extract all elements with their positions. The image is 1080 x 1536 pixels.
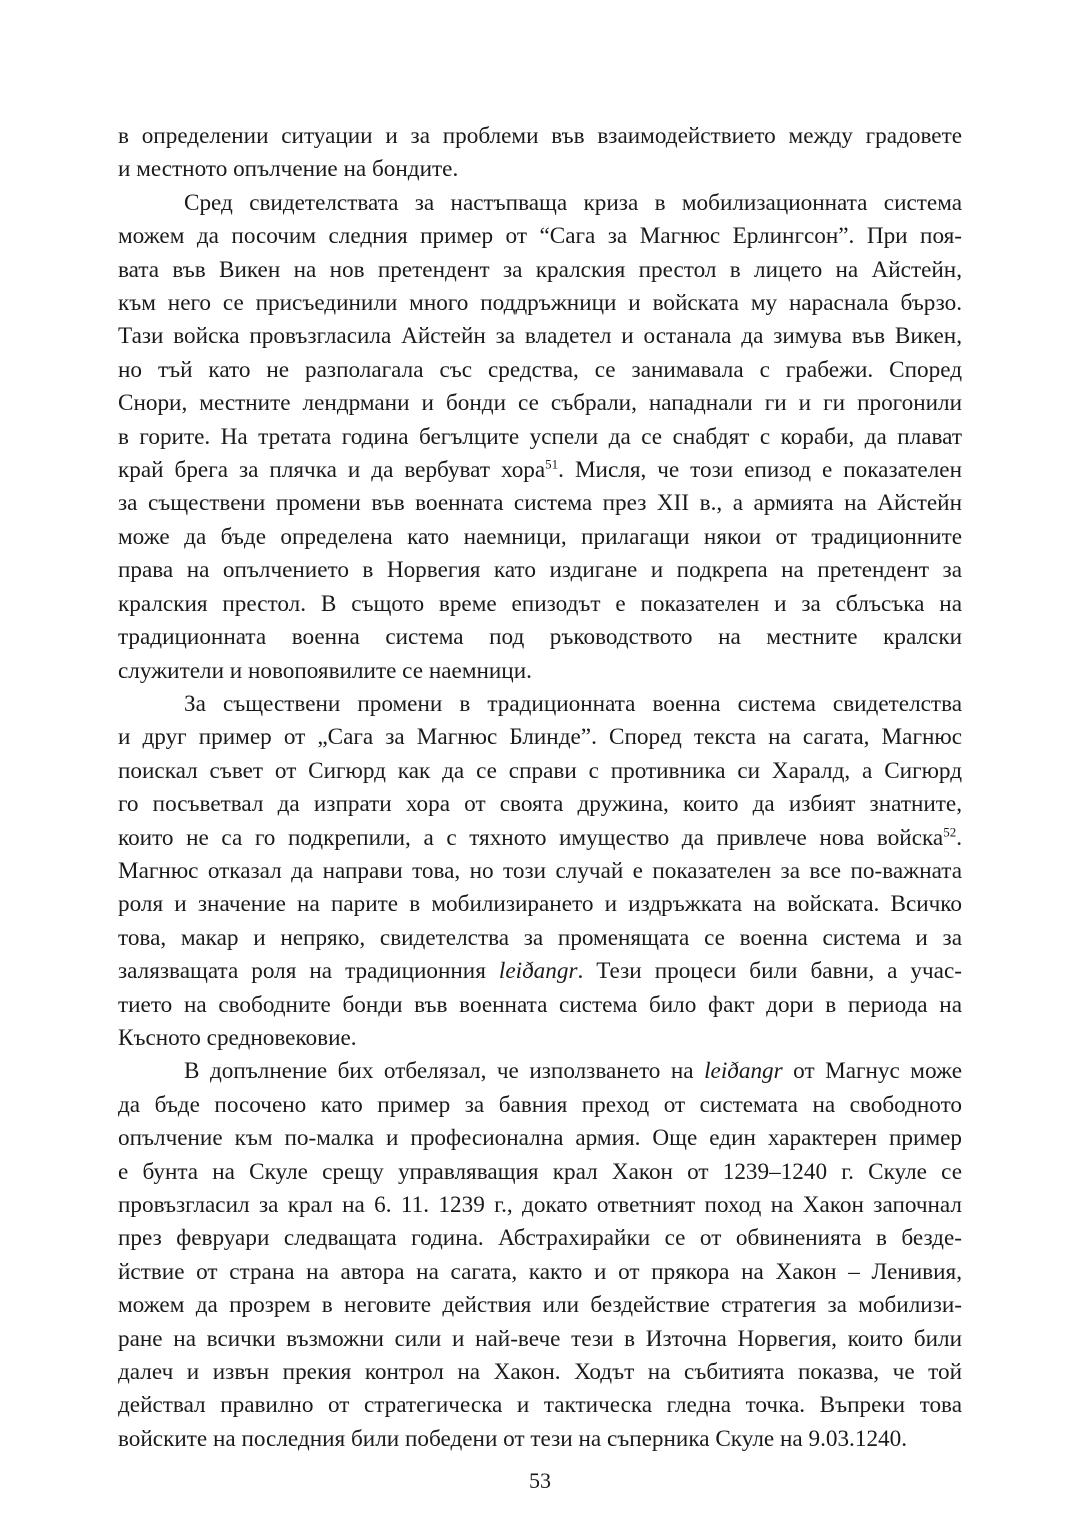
text-line xyxy=(118,487,962,520)
italic-term: leiðangr xyxy=(498,958,578,985)
text-run: тието на свободните бонди във военната система било факт дори в периода на xyxy=(118,991,962,1018)
footnote-ref: 52 xyxy=(943,823,957,839)
text-line xyxy=(118,1222,962,1255)
text-line xyxy=(118,1122,962,1155)
text-line xyxy=(118,220,962,253)
text-run: Сред свидетелствата за настъпваща криза в мобилизационната система xyxy=(184,189,962,216)
text-run: Тази войска провъзгласила Айстейн за владетел и останала да зимува във Викен, xyxy=(118,323,962,350)
text-line xyxy=(118,153,962,186)
text-line xyxy=(118,655,962,688)
page-body xyxy=(118,120,962,1456)
text-run: ране на всички възможни сили и най-вече тези в Източна Норвегия, които били xyxy=(118,1325,962,1352)
text-run: в горите. На третата година бегълците успели да се снабдят с кораби, да плават xyxy=(118,423,962,450)
text-line xyxy=(118,1356,962,1389)
text-run: но тъй като не разполагала със средства, се занимавала с грабежи. Според xyxy=(118,356,962,383)
text-run: Магнюс отказал да направи това, но този случай е показателен за все по-важната xyxy=(118,857,962,884)
text-line xyxy=(118,1256,962,1289)
text-line xyxy=(118,721,962,754)
text-line xyxy=(118,1389,962,1422)
text-run: залязващата роля на традиционния xyxy=(118,958,499,985)
text-run: можем да посочим следния пример от “Сага за Магнюс Ерлингсон”. При поя- xyxy=(118,223,962,250)
text-run: това, макар и непряко, свидетелства за променящата се военна система и за xyxy=(118,924,962,951)
text-line xyxy=(118,1423,962,1456)
text-run: войските на последния били победени от тези на съперника Скуле на 9.03.1240. xyxy=(118,1425,908,1452)
text-line xyxy=(118,254,962,287)
text-run: традиционната военна система под ръководството на местните кралски xyxy=(118,624,962,651)
text-line xyxy=(118,120,962,153)
text-line xyxy=(118,888,962,921)
text-run: го посъветвал да изпрати хора от своята дружина, които да избият знатните, xyxy=(118,791,962,818)
text-run: можем да прозрем в неговите действия или бездействие стратегия за мобилизи- xyxy=(118,1292,962,1319)
text-line xyxy=(118,1289,962,1322)
text-run: е бунта на Скуле срещу управляващия крал Хакон от 1239–1240 г. Скуле се xyxy=(118,1158,962,1185)
text-line xyxy=(118,387,962,420)
text-line xyxy=(118,187,962,220)
text-line xyxy=(118,521,962,554)
text-run: Снори, местните лендрмани и бонди се събрали, нападнали ги и ги прогонили xyxy=(118,390,962,417)
text-line xyxy=(118,554,962,587)
text-run: йствие от страна на автора на сагата, както и от прякора на Хакон – Ленивия, xyxy=(118,1258,962,1285)
text-line xyxy=(118,354,962,387)
text-line xyxy=(118,955,962,988)
text-line xyxy=(118,755,962,788)
text-run: да бъде посочено като пример за бавния преход от системата на свободното xyxy=(118,1091,962,1118)
text-run: служители и новопоявилите се наемници. xyxy=(118,657,532,684)
text-line xyxy=(118,822,962,855)
text-run: и местното опълчение на бондите. xyxy=(118,156,459,183)
text-run: може да бъде определена като наемници, прилагащи някои от традиционните xyxy=(118,523,962,550)
text-run: и друг пример от „Сага за Магнюс Блинде”. Според текста на сагата, Магнюс xyxy=(118,724,962,751)
text-run: действал правилно от стратегическа и тактическа гледна точка. Въпреки това xyxy=(118,1392,962,1419)
text-line xyxy=(118,621,962,654)
text-run: В допълнение бих отбелязал, че използването на xyxy=(184,1058,705,1085)
text-line xyxy=(118,688,962,721)
text-run: права на опълчението в Норвегия като издигане и подкрепа на претендент за xyxy=(118,557,962,584)
text-run: роля и значение на парите в мобилизирането и издръжката на войската. Всичко xyxy=(118,891,962,918)
text-run: от Магнус може xyxy=(782,1058,962,1085)
page-number: 53 xyxy=(529,1468,551,1493)
text-run: опълчение към по-малка и професионална армия. Още един характерен пример xyxy=(118,1125,962,1152)
text-line xyxy=(118,1022,962,1055)
text-line xyxy=(118,320,962,353)
text-line xyxy=(118,989,962,1022)
italic-term: leiðangr xyxy=(704,1058,783,1085)
text-line xyxy=(118,788,962,821)
text-line xyxy=(118,588,962,621)
text-line xyxy=(118,421,962,454)
text-run: вата във Викен на нов претендент за кралския престол в лицето на Айстейн, xyxy=(118,256,962,283)
text-run: кралския престол. В същото време епизодът е показателен и за сблъсъка на xyxy=(118,590,962,617)
text-line xyxy=(118,1055,962,1088)
footnote-ref: 51 xyxy=(545,456,559,472)
text-run: за съществени промени във военната система през XII в., а армията на Айстейн xyxy=(118,490,962,517)
text-run: край брега за плячка и да вербуват хора xyxy=(118,457,546,484)
text-run: през февруари следващата година. Абстрахирайки се от обвиненията в безде- xyxy=(118,1225,962,1252)
text-line xyxy=(118,855,962,888)
text-run: провъзгласил за крал на 6. 11. 1239 г., докато ответният поход на Хакон започнал xyxy=(118,1192,962,1218)
text-line xyxy=(118,1189,962,1222)
paragraph xyxy=(118,688,962,1055)
text-run: . Мисля, че този епизод е показателен xyxy=(558,457,962,484)
text-run: Късното средновековие. xyxy=(118,1024,357,1051)
paragraph xyxy=(118,1055,962,1456)
text-line xyxy=(118,922,962,955)
text-run: далеч и извън прекия контрол на Хакон. Ходът на събитията показва, че той xyxy=(118,1359,962,1386)
paragraph xyxy=(118,120,962,187)
text-line xyxy=(118,454,962,487)
paragraph xyxy=(118,187,962,688)
text-run: към него се присъединили много поддръжници и войската му нараснала бързо. xyxy=(118,290,962,317)
text-line xyxy=(118,1323,962,1356)
text-run: които не са го подкрепили, а с тяхното имущество да привлече нова войска xyxy=(118,824,944,851)
text-run: поискал съвет от Сигюрд как да се справи с противника си Харалд, а Сигюрд xyxy=(118,757,962,784)
text-run: . xyxy=(956,824,962,851)
text-line xyxy=(118,287,962,320)
text-run: в определении ситуации и за проблеми във взаимодействието между градовете xyxy=(118,123,962,149)
text-line xyxy=(118,1089,962,1122)
text-run: . Тези процеси били бавни, а учас- xyxy=(577,958,962,985)
text-line xyxy=(118,1156,962,1189)
text-run: За съществени промени в традиционната военна система свидетелства xyxy=(184,690,962,717)
